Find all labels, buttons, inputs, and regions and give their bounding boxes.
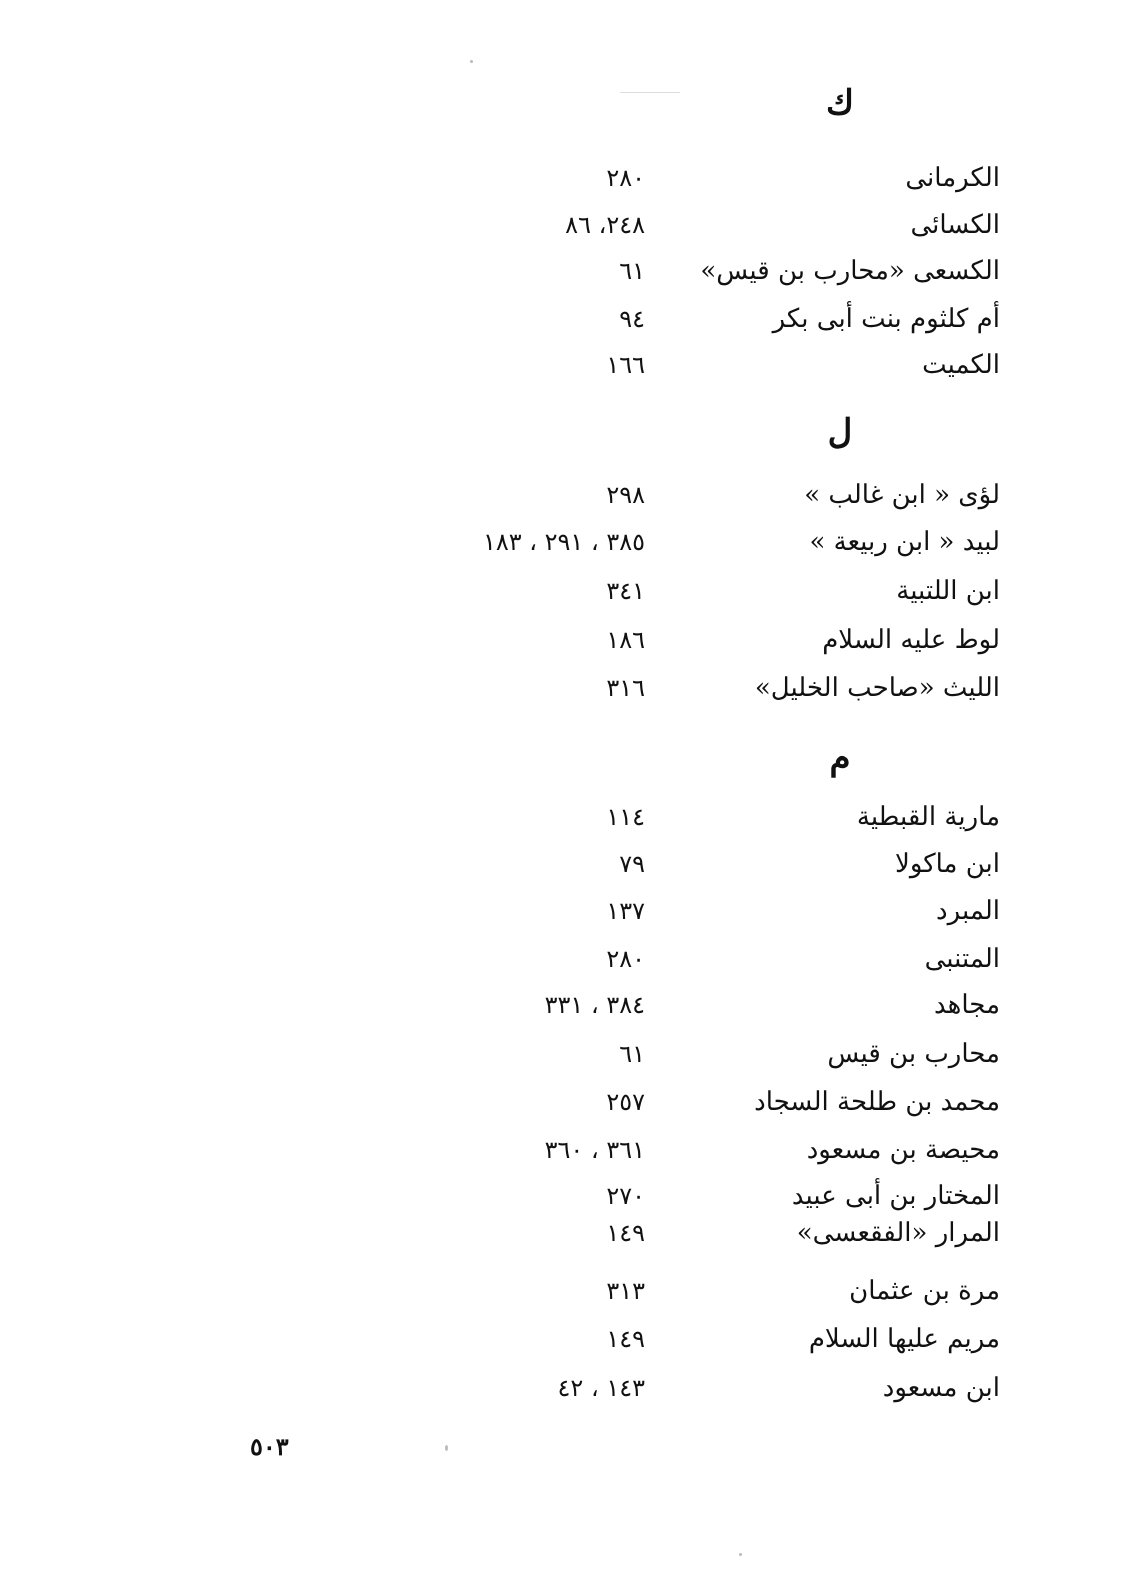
scan-speck: [445, 1445, 448, 1451]
scan-speck: [620, 92, 680, 93]
entry-pages: ٣٨٥ ، ٢٩١ ، ١٨٣: [482, 528, 645, 556]
entry-name: الليث «صاحب الخليل»: [754, 673, 1000, 703]
entry-pages: ٣١٦: [606, 674, 645, 702]
entry-name: لوط عليه السلام: [822, 625, 1000, 655]
entry-pages: ١١٤: [606, 803, 645, 831]
entry-name: مريم عليها السلام: [808, 1324, 1000, 1354]
entry-name: ابن ماكولا: [894, 849, 1000, 879]
entry-name: محارب بن قيس: [827, 1039, 1000, 1069]
entry-name: مجاهد: [934, 990, 1000, 1020]
index-entry: [300, 891, 1000, 935]
entry-name: مارية القبطية: [856, 802, 1000, 832]
entry-pages: ٦١: [619, 257, 645, 285]
entry-name: المبرد: [936, 896, 1000, 926]
index-entry: [300, 939, 1000, 983]
entry-pages: ٢٩٨: [606, 481, 645, 509]
entry-pages: ٢٨٠: [606, 164, 645, 192]
entry-name: الكسعى «محارب بن قيس»: [700, 256, 1000, 286]
index-entry: [300, 345, 1000, 389]
entry-pages: ١٤٣ ، ٤٢: [557, 1374, 645, 1402]
entry-pages: ٦١: [619, 1040, 645, 1068]
entry-name: محيصة بن مسعود: [806, 1135, 1000, 1165]
index-entry: [300, 205, 1000, 249]
entry-pages: ٢٥٧: [606, 1088, 645, 1116]
index-entry: [300, 985, 1000, 1029]
entry-name: محمد بن طلحة السجاد: [754, 1087, 1000, 1117]
entry-pages: ١٤٩: [606, 1325, 645, 1353]
section-letter-kaf: ك: [825, 83, 855, 123]
entry-name: ابن اللتبية: [896, 576, 1000, 606]
entry-name: لؤى « ابن غالب »: [804, 480, 1000, 510]
entry-pages: ٣٤١: [606, 577, 645, 605]
entry-pages: ٣٦١ ، ٣٦٠: [544, 1136, 645, 1164]
entry-name: الكسائى: [910, 210, 1000, 240]
entry-pages: ١٣٧: [606, 897, 645, 925]
index-entry: [300, 797, 1000, 841]
section-letter-lam: ل: [827, 412, 853, 452]
entry-pages: ٧٩: [619, 850, 645, 878]
entry-name: ابن مسعود: [882, 1373, 1000, 1403]
scan-speck: [470, 60, 473, 63]
entry-pages: ١٤٩: [606, 1219, 645, 1247]
page-number: ٥٠٣: [250, 1432, 289, 1461]
index-entry: [300, 1271, 1000, 1315]
entry-name: المرار «الفقعسى»: [796, 1218, 1000, 1248]
entry-pages: ١٦٦: [606, 351, 645, 379]
entry-pages: ٣٨٤ ، ٣٣١: [544, 991, 645, 1019]
entry-name: الكرمانى: [905, 163, 1000, 193]
index-entry: [300, 571, 1000, 615]
index-entry: [300, 1034, 1000, 1078]
index-entry: [300, 251, 1000, 295]
index-entry: [300, 158, 1000, 202]
entry-pages: ١٨٦: [606, 626, 645, 654]
index-entry: [300, 1368, 1000, 1412]
section-letter-mim: م: [829, 738, 851, 778]
index-entry: [300, 1319, 1000, 1363]
entry-pages: ٩٤: [619, 305, 645, 333]
index-entry: [300, 668, 1000, 712]
index-entry: [300, 475, 1000, 519]
entry-pages: ٣١٣: [606, 1277, 645, 1305]
entry-name: الكميت: [922, 350, 1000, 380]
index-entry: [300, 620, 1000, 664]
index-entry: [300, 1130, 1000, 1174]
entry-name: المختار بن أبى عبيد: [791, 1181, 1000, 1211]
index-entry: [300, 1082, 1000, 1126]
entry-name: مرة بن عثمان: [849, 1276, 1000, 1306]
scan-speck: [739, 1553, 742, 1556]
entry-pages: ٢٤٨، ٨٦: [565, 211, 645, 239]
entry-pages: ٢٧٠: [606, 1182, 645, 1210]
entry-pages: ٢٨٠: [606, 945, 645, 973]
entry-name: لبيد « ابن ربيعة »: [809, 527, 1000, 557]
index-entry: [300, 522, 1000, 566]
index-entry: [300, 1213, 1000, 1257]
index-entry: [300, 844, 1000, 888]
entry-name: المتنبى: [924, 944, 1000, 974]
index-entry: [300, 299, 1000, 343]
entry-name: أم كلثوم بنت أبى بكر: [772, 304, 1000, 334]
